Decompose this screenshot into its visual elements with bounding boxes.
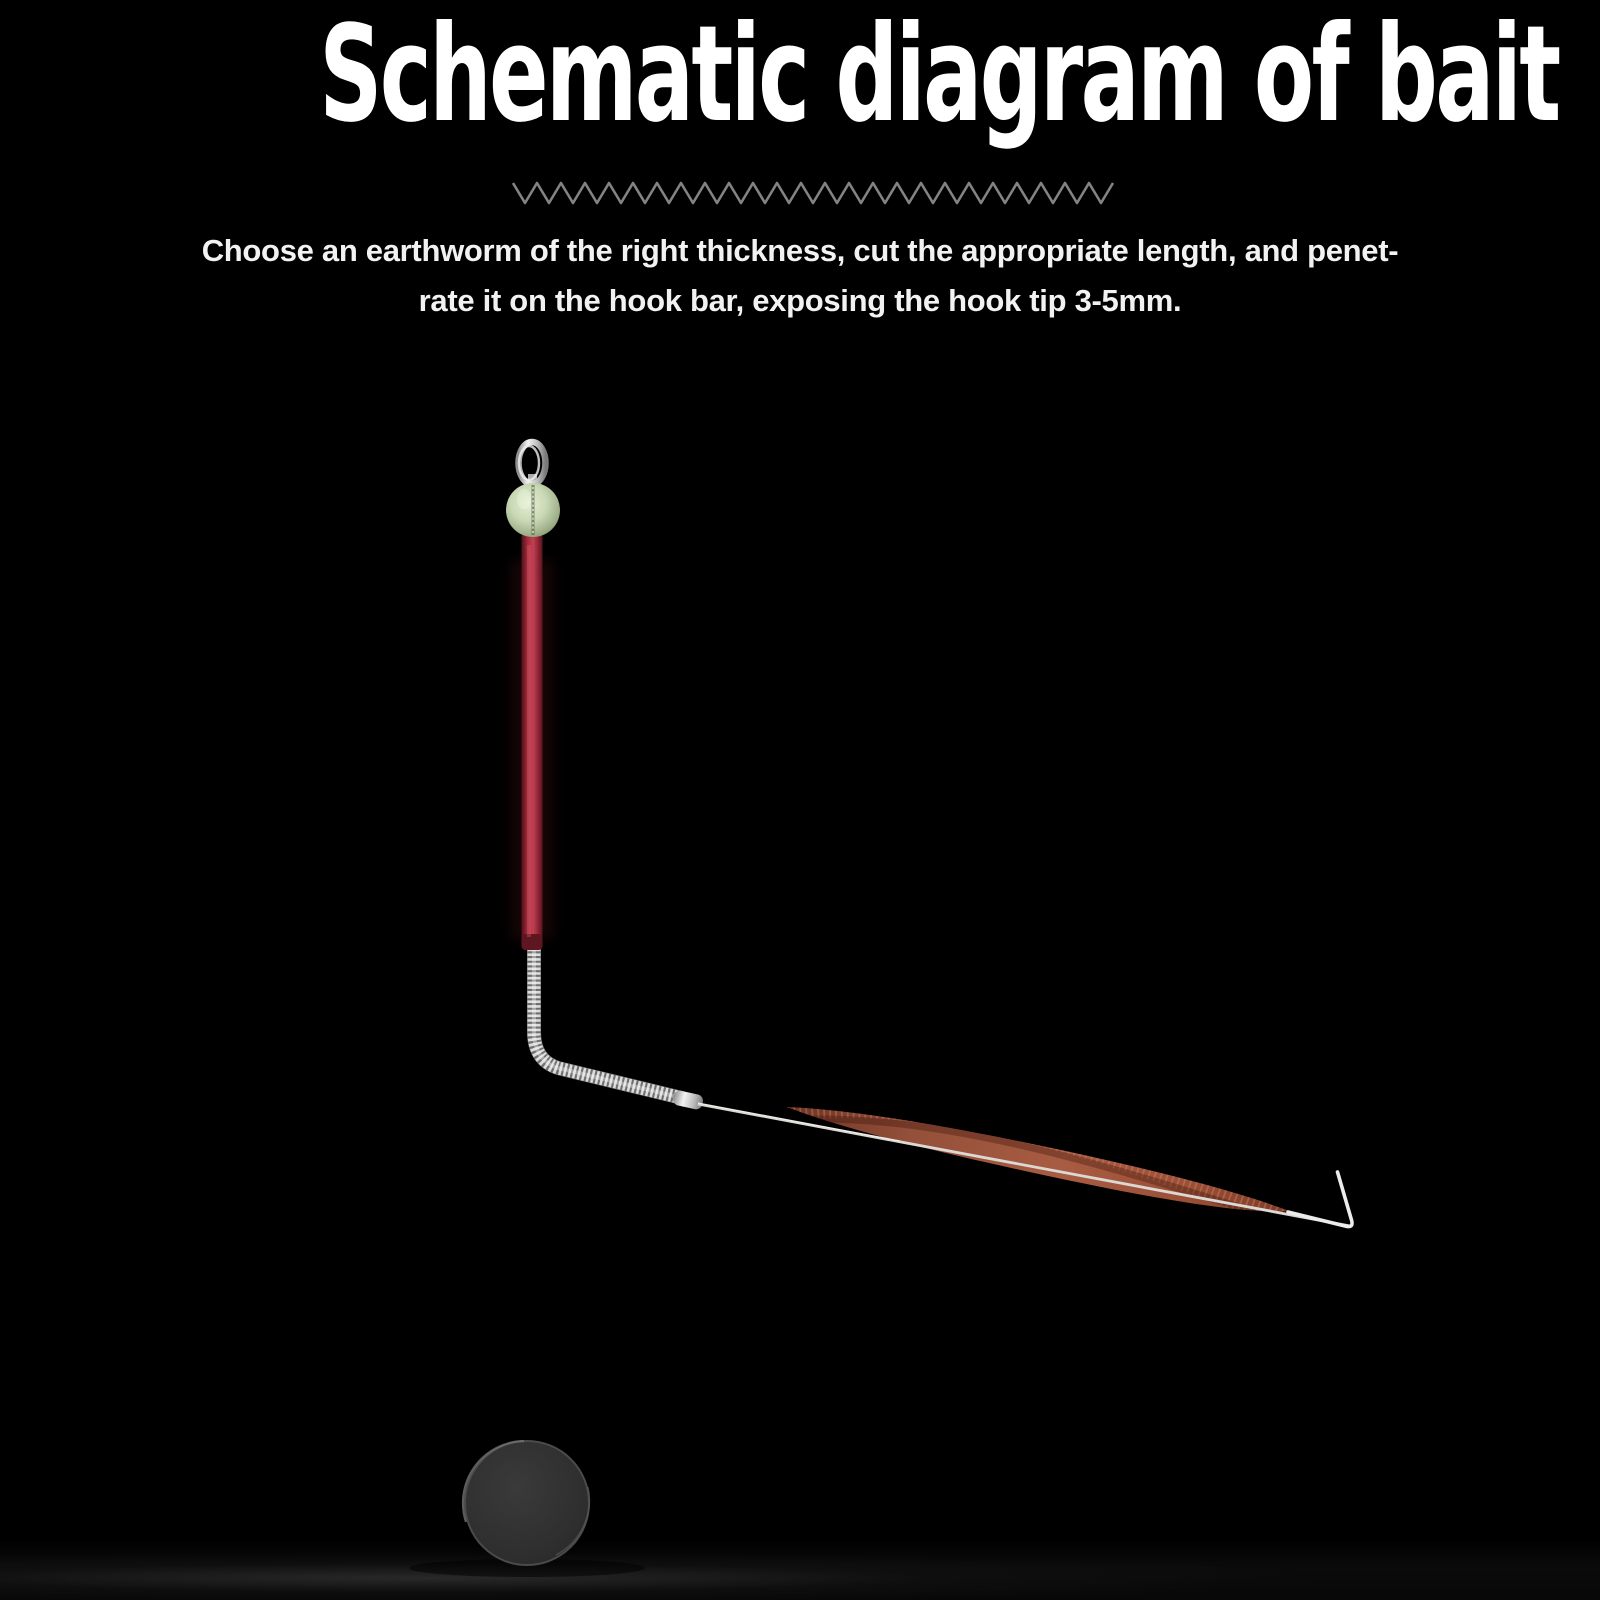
line-eye-swivel — [519, 442, 546, 490]
hook-tip — [1288, 1172, 1352, 1227]
wire-arm — [698, 1103, 1350, 1226]
luminous-bead — [506, 483, 560, 537]
spring-coil — [534, 944, 704, 1111]
red-tube-body — [522, 534, 543, 950]
spring-ferrule — [672, 1089, 705, 1110]
sinker-weight — [463, 1441, 589, 1565]
page-title-text: Schematic diagram of bait — [319, 0, 1559, 152]
description-line-2: rate it on the hook bar, exposing the hook tip 3-5mm. — [418, 283, 1182, 318]
earthworm-bait — [784, 1094, 1301, 1226]
description-line-1: Choose an earthworm of the right thickness, cut the appropriate length, and penet- — [201, 233, 1399, 268]
